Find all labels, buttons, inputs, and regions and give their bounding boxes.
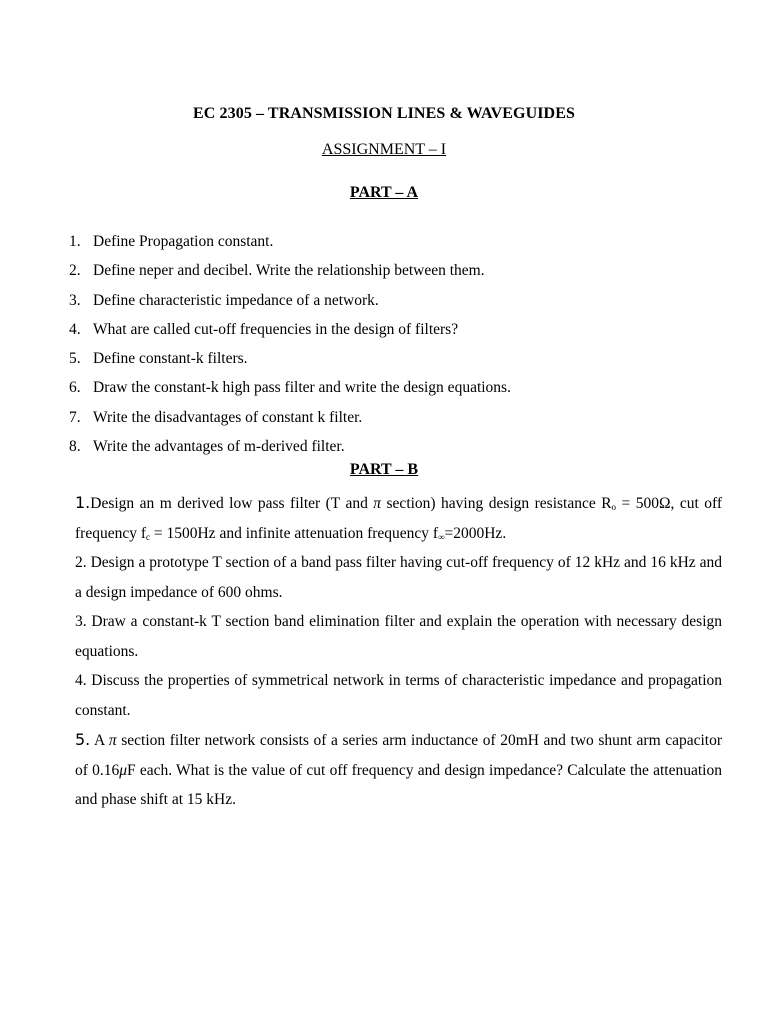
list-item	[69, 403, 719, 432]
list-item	[69, 344, 719, 373]
question-number: 2.	[75, 554, 87, 571]
question-text: Define characteristic impedance of a network.	[93, 291, 379, 309]
question-number: 5.	[69, 350, 81, 368]
question-text: What are called cut-off frequencies in the design of filters?	[93, 320, 459, 338]
list-item	[69, 373, 719, 402]
pi-symbol: π	[108, 732, 117, 749]
question-text: Define constant-k filters.	[93, 350, 248, 368]
list-item	[69, 227, 719, 256]
question-number: 6.	[69, 379, 81, 397]
question-text-part: F each. What is the value of cut off frequency and design impedance? Calculate the attenuation and phase shift at 15 kHz.	[75, 761, 722, 808]
question-number: 4.	[69, 320, 81, 338]
question-text: Draw a constant-k T section band elimination filter and explain the operation with necessary design equations.	[75, 613, 722, 660]
question-number: 1.	[69, 233, 81, 250]
part-b-heading: PART – B	[349, 461, 419, 478]
subscript: c	[146, 531, 150, 542]
question-number: 2.	[69, 262, 81, 280]
question-text: Write the disadvantages of constant k filter.	[93, 408, 363, 426]
question-number: 1.	[75, 493, 91, 512]
question-text: Define neper and decibel. Write the relationship between them.	[93, 262, 485, 280]
question-text-part: section) having design resistance R	[381, 495, 612, 512]
question-text-part: =2000Hz.	[444, 524, 507, 542]
mu-symbol: μ	[119, 761, 128, 779]
list-item	[75, 607, 722, 666]
question-number: 7.	[69, 408, 81, 426]
assignment-subtitle: ASSIGNMENT – I	[321, 141, 447, 158]
subscript: ∞	[438, 531, 445, 542]
page-title: EC 2305 – TRANSMISSION LINES & WAVEGUIDES	[193, 105, 575, 122]
question-text: Define Propagation constant.	[93, 233, 274, 250]
list-item	[75, 725, 722, 815]
list-item	[69, 432, 719, 461]
part-a-heading: PART – A	[349, 184, 419, 201]
question-text: Design a prototype T section of a band pass filter having cut-off frequency of 12 kHz and 16 kHz and a design impedance of 600 ohms.	[75, 554, 722, 601]
question-text-part: A	[90, 732, 109, 749]
list-item	[75, 548, 722, 607]
part-a-question-list	[69, 227, 719, 461]
question-text: Draw the constant-k high pass filter and write the design equations.	[93, 379, 511, 397]
list-item	[69, 315, 719, 344]
question-text-part: Design an m derived low pass filter (T and	[90, 495, 374, 512]
question-number: 3.	[75, 613, 87, 630]
question-text: Discuss the properties of symmetrical network in terms of characteristic impedance and propagation constant.	[75, 672, 722, 719]
question-number: 8.	[69, 438, 81, 456]
question-number: 4.	[75, 672, 87, 689]
question-text-part: = 1500Hz and infinite attenuation frequency f	[150, 524, 439, 542]
question-number: 5.	[75, 730, 91, 749]
question-text-part: = 500Ω, cut off frequency f	[75, 495, 723, 542]
list-item	[69, 256, 719, 285]
question-text-part: section filter network consists of a series arm inductance of 20mH and two shunt arm capacitor of 0.16	[75, 732, 722, 779]
question-number: 3.	[69, 291, 81, 309]
list-item	[75, 488, 722, 548]
list-item	[69, 286, 719, 315]
question-text: Write the advantages of m-derived filter.	[93, 438, 345, 456]
pi-symbol: π	[373, 495, 382, 512]
list-item	[75, 666, 722, 725]
subscript: o	[611, 502, 617, 512]
part-b-question-list	[75, 488, 722, 815]
